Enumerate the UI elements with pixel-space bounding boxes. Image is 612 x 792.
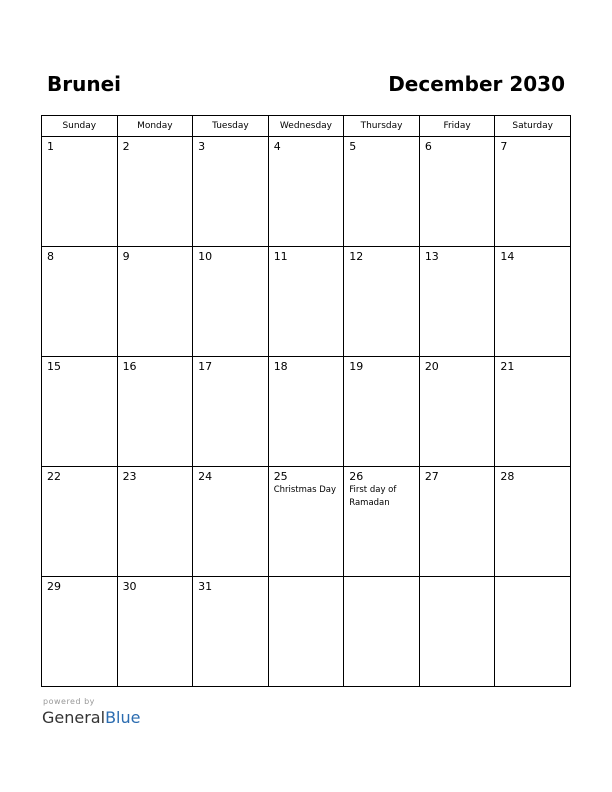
day-number: 23 [122, 470, 137, 483]
day-number: 11 [273, 250, 288, 263]
day-number: 16 [122, 360, 137, 373]
day-cell [495, 467, 571, 577]
day-number: 24 [198, 470, 213, 483]
day-cell [117, 247, 193, 357]
day-cell [495, 137, 571, 247]
weekday-header-row [42, 116, 571, 137]
day-cell [117, 577, 193, 687]
day-cell [344, 357, 420, 467]
day-number: 20 [424, 360, 439, 373]
day-number: 19 [349, 360, 364, 373]
day-cell [193, 357, 269, 467]
weekday-monday: Monday [117, 116, 193, 137]
day-number: 25 [273, 470, 288, 483]
day-cell [42, 577, 118, 687]
week-row [42, 137, 571, 247]
day-cell [419, 467, 495, 577]
day-cell [268, 137, 344, 247]
day-cell [268, 357, 344, 467]
weekday-friday: Friday [419, 116, 495, 137]
brand-name-blue: Blue [105, 708, 141, 727]
day-cell [193, 577, 269, 687]
brand-name-general: General [42, 708, 106, 727]
weekday-wednesday: Wednesday [268, 116, 344, 137]
day-cell [344, 467, 420, 577]
day-cell [419, 357, 495, 467]
weekday-tuesday: Tuesday [193, 116, 269, 137]
day-cell [344, 247, 420, 357]
day-cell [193, 247, 269, 357]
day-number: 22 [47, 470, 61, 483]
day-number: 10 [198, 250, 213, 263]
day-number: 2 [122, 140, 130, 153]
day-cell [117, 137, 193, 247]
day-number: 29 [47, 580, 61, 593]
day-cell [419, 577, 495, 687]
week-row [42, 577, 571, 687]
weekday-saturday: Saturday [495, 116, 571, 137]
day-cell [42, 247, 118, 357]
day-number: 7 [500, 140, 508, 153]
day-number: 4 [273, 140, 281, 153]
day-number: 28 [500, 470, 515, 483]
weekday-sunday: Sunday [42, 116, 118, 137]
day-cell [344, 137, 420, 247]
day-number: 9 [122, 250, 130, 263]
week-row [42, 357, 571, 467]
calendar-grid [41, 115, 571, 687]
day-number: 26 [349, 470, 364, 483]
day-cell [42, 357, 118, 467]
powered-by-text: powered by [43, 697, 95, 706]
day-cell [193, 137, 269, 247]
day-cell [268, 467, 344, 577]
day-cell [495, 577, 571, 687]
day-number: 15 [47, 360, 61, 373]
day-number: 18 [273, 360, 288, 373]
day-number: 12 [349, 250, 364, 263]
day-number: 21 [500, 360, 515, 373]
generalblue-logo[interactable] [42, 708, 140, 727]
day-number: 5 [349, 140, 357, 153]
weekday-thursday: Thursday [344, 116, 420, 137]
day-cell [42, 137, 118, 247]
day-number: 6 [424, 140, 432, 153]
day-cell [419, 247, 495, 357]
day-number: 17 [198, 360, 213, 373]
day-number: 3 [198, 140, 206, 153]
day-number: 13 [424, 250, 439, 263]
day-number: 14 [500, 250, 515, 263]
holiday-label: Christmas Day [273, 485, 337, 495]
week-row [42, 467, 571, 577]
holiday-label: First day of Ramadan [349, 485, 397, 508]
day-number: 27 [424, 470, 439, 483]
day-cell [193, 467, 269, 577]
day-cell [419, 137, 495, 247]
day-cell [268, 577, 344, 687]
day-number: 31 [198, 580, 213, 593]
day-cell [344, 577, 420, 687]
day-number: 1 [47, 140, 54, 153]
country-title: Brunei [47, 72, 122, 96]
day-cell [495, 247, 571, 357]
month-year-title: December 2030 [388, 72, 565, 96]
week-row [42, 247, 571, 357]
day-number: 8 [47, 250, 54, 263]
day-cell [495, 357, 571, 467]
day-cell [42, 467, 118, 577]
day-cell [268, 247, 344, 357]
day-cell [117, 467, 193, 577]
day-cell [117, 357, 193, 467]
day-number: 30 [122, 580, 137, 593]
